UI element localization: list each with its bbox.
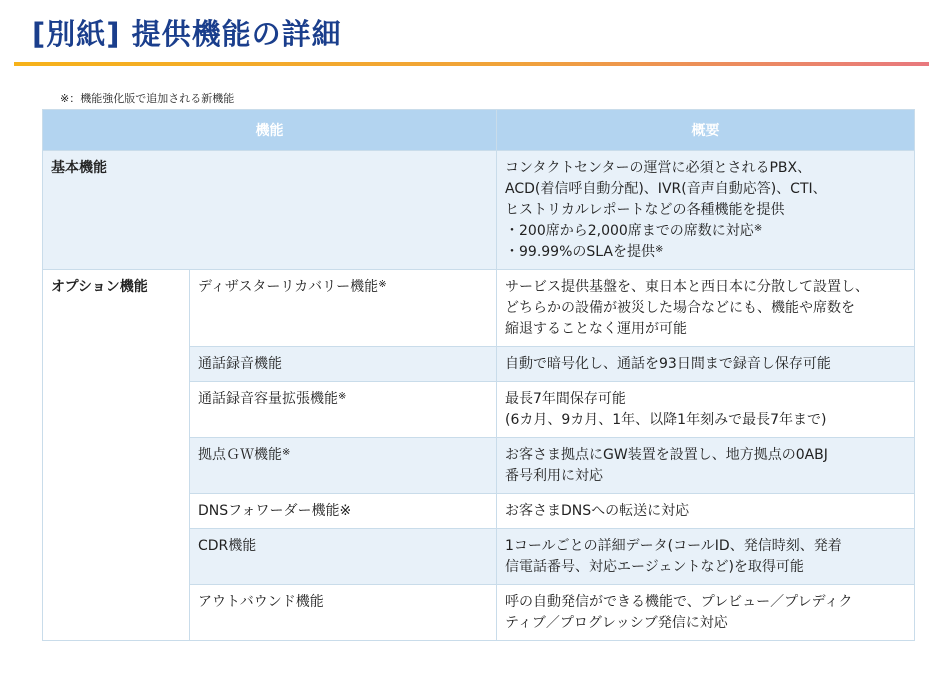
description-line: ティブ／プログレッシブ発信に対応 (505, 615, 728, 631)
description-line: 呼の自動発信ができる機能で、プレビュー／プレディク (505, 594, 853, 610)
description-line: サービス提供基盤を、東日本と西日本に分散して設置し、 (505, 279, 869, 295)
new-feature-note: ※：機能強化版で追加される新機能 (60, 92, 235, 105)
description-line: 最長7年間保存可能 (505, 391, 626, 407)
description-line: どちらかの設備が被災した場合などにも、機能や席数を (505, 300, 855, 316)
table-row-basic (43, 151, 915, 270)
basic-description (497, 151, 915, 270)
feature-name (190, 438, 497, 494)
description-line: 信電話番号、対応エージェントなど)を取得可能 (505, 559, 804, 575)
description-line: 番号利用に対応 (505, 468, 603, 484)
description-line (505, 242, 906, 263)
feature-name-text: 拠点ＧＷ機能 (198, 447, 282, 463)
title-underline (14, 62, 929, 66)
feature-description (497, 585, 915, 641)
new-feature-mark: ※ (338, 391, 347, 402)
description-line: コンタクトセンターの運営に必須とされるPBX、 (505, 160, 812, 176)
feature-description (497, 438, 915, 494)
description-line: ACD(着信呼自動分配)、IVR(音声自動応答)、CTI、 (505, 181, 827, 197)
header-function: 機能 (43, 110, 497, 151)
description-line (505, 221, 906, 242)
description-line-text: ・200席から2,000席までの席数に対応 (505, 223, 754, 239)
table-row-option (43, 270, 915, 347)
feature-name (190, 529, 497, 585)
feature-name (190, 347, 497, 382)
table-header-row (43, 110, 915, 151)
description-line: 1コールごとの詳細データ(コールID、発信時刻、発着 (505, 538, 842, 554)
new-feature-mark: ※ (282, 447, 291, 458)
feature-name-text: ディザスターリカバリー機能 (198, 279, 379, 295)
feature-description (497, 270, 915, 347)
new-feature-mark: ※ (378, 279, 387, 290)
category-option: オプション機能 (43, 270, 190, 641)
new-feature-mark: ※ (753, 223, 763, 234)
feature-name-text: アウトバウンド機能 (198, 594, 324, 610)
new-feature-mark: ※ (654, 244, 664, 255)
feature-table (42, 109, 915, 641)
description-line: (6カ月、9カ月、1年、以降1年刻みで最長7年まで) (505, 412, 827, 428)
feature-description (497, 494, 915, 529)
feature-name-text: DNSフォワーダー機能※ (198, 503, 352, 519)
feature-description (497, 382, 915, 438)
header-overview: 概要 (497, 110, 915, 151)
description-line: お客さま拠点にGW装置を設置し、地方拠点の0ABJ (505, 447, 828, 463)
description-line-text: ・99.99%のSLAを提供 (505, 244, 655, 260)
description-line: ヒストリカルレポートなどの各種機能を提供 (505, 202, 785, 218)
category-basic: 基本機能 (43, 151, 497, 270)
page-title: [別紙] 提供機能の詳細 (32, 17, 342, 51)
feature-name (190, 270, 497, 347)
feature-name (190, 382, 497, 438)
feature-name-text: 通話録音機能 (198, 356, 282, 372)
feature-name-text: 通話録音容量拡張機能 (198, 391, 338, 407)
feature-name (190, 585, 497, 641)
feature-name (190, 494, 497, 529)
description-line: 縮退することなく運用が可能 (505, 321, 687, 337)
feature-description (497, 347, 915, 382)
description-line: 自動で暗号化し、通話を93日間まで録音し保存可能 (505, 356, 831, 372)
description-line: お客さまDNSへの転送に対応 (505, 503, 690, 519)
feature-name-text: CDR機能 (198, 538, 257, 554)
feature-description (497, 529, 915, 585)
